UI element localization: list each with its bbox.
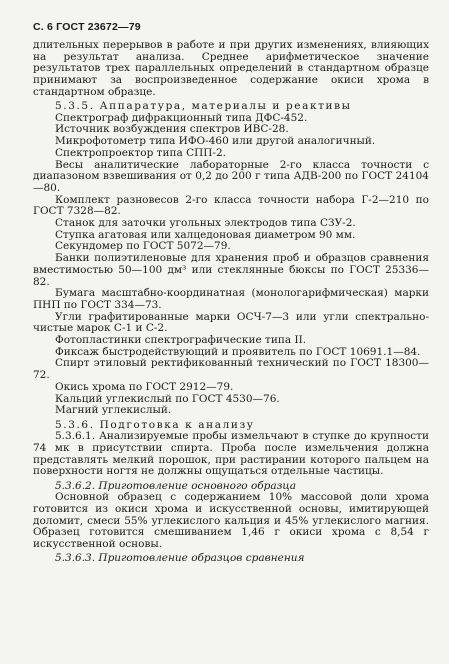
equipment-item: Спектрограф дифракционный типа ДФС-452. — [55, 111, 308, 124]
equipment-item: Спирт этиловый ректификованный технический по ГОСТ 18300—72. — [33, 357, 429, 382]
equipment-item: Комплект разновесов 2-го класса точности набора Г-2—210 по ГОСТ 7328—82. — [33, 193, 429, 218]
subheading-5362: 5.3.6.2. Приготовление основного образца — [55, 479, 296, 492]
section-heading-536: 5.3.6. Подготовка к анализу — [55, 418, 255, 431]
equipment-item: Спектропроектор типа СПП-2. — [55, 146, 226, 159]
equipment-item: Фотопластинки спектрографические типа II. — [55, 334, 307, 347]
paragraph-5362: Основной образец с содержанием 10% массовой доли хрома готовится из окиси хрома и искусственной основы, имитирующей доломит, смеси 55% углекислого кальция и 45% углекислого магния. Образец готовится смешиванием 1,46 г окиси хрома с 8,54 г искусственной основы. — [33, 491, 429, 551]
equipment-item: Источник возбуждения спектров ИВС-28. — [55, 123, 289, 136]
equipment-item: Магний углекислый. — [55, 404, 172, 417]
paragraph-5361: 5.3.6.1. Анализируемые пробы измельчают в ступке до крупности 74 мк в присутствии спирта. Проба после измельчения должна представлять мелкий порошок, при растирании которого пальцем на поверхности ногтя не должны ощущаться отдельные частицы. — [33, 430, 429, 478]
equipment-item: Секундомер по ГОСТ 5072—79. — [55, 240, 231, 253]
equipment-item: Кальций углекислый по ГОСТ 4530—76. — [55, 392, 280, 405]
equipment-item: Станок для заточки угольных электродов типа СЗУ-2. — [55, 217, 356, 230]
equipment-item: Банки полиэтиленовые для хранения проб и образцов сравнения вместимостью 50—100 дм³ или стеклянные бюксы по ГОСТ 25336—82. — [33, 252, 429, 288]
equipment-list — [33, 113, 429, 417]
section-heading-535: 5.3.5. Аппаратура, материалы и реактивы — [55, 100, 352, 113]
equipment-item: Микрофотометр типа ИФО-460 или другой аналогичный. — [55, 135, 376, 148]
page-header: С. 6 ГОСТ 23672—79 — [33, 21, 141, 33]
equipment-item: Бумага масштабно-координатная (монологарифмическая) марки ПНП по ГОСТ 334—73. — [33, 287, 429, 311]
equipment-item: Весы аналитические лабораторные 2-го класса точности с диапазоном взвешивания от 0,2 до 200 г типа АДВ-200 по ГОСТ 24104—80. — [33, 158, 429, 194]
document-body — [33, 40, 429, 565]
equipment-item: Ступка агатовая или халцедоновая диаметром 90 мм. — [55, 228, 356, 241]
equipment-item: Угли графитированные марки ОСЧ-7—3 или угли спектрально-чистые марок С-1 и С-2. — [33, 310, 429, 335]
equipment-item: Окись хрома по ГОСТ 2912—79. — [55, 380, 234, 393]
subheading-5363: 5.3.6.3. Приготовление образцов сравнения — [55, 552, 305, 565]
equipment-item: Фиксаж быстродействующий и проявитель по ГОСТ 10691.1—84. — [55, 345, 421, 358]
continuation-paragraph: длительных перерывов в работе и при других изменениях, влияющих на результат анализа. Среднее арифметическое значение результатов трех параллельных определений в стандартном образце принимают за воспроизведенное содержание окиси хрома в стандартном образце. — [33, 39, 429, 98]
